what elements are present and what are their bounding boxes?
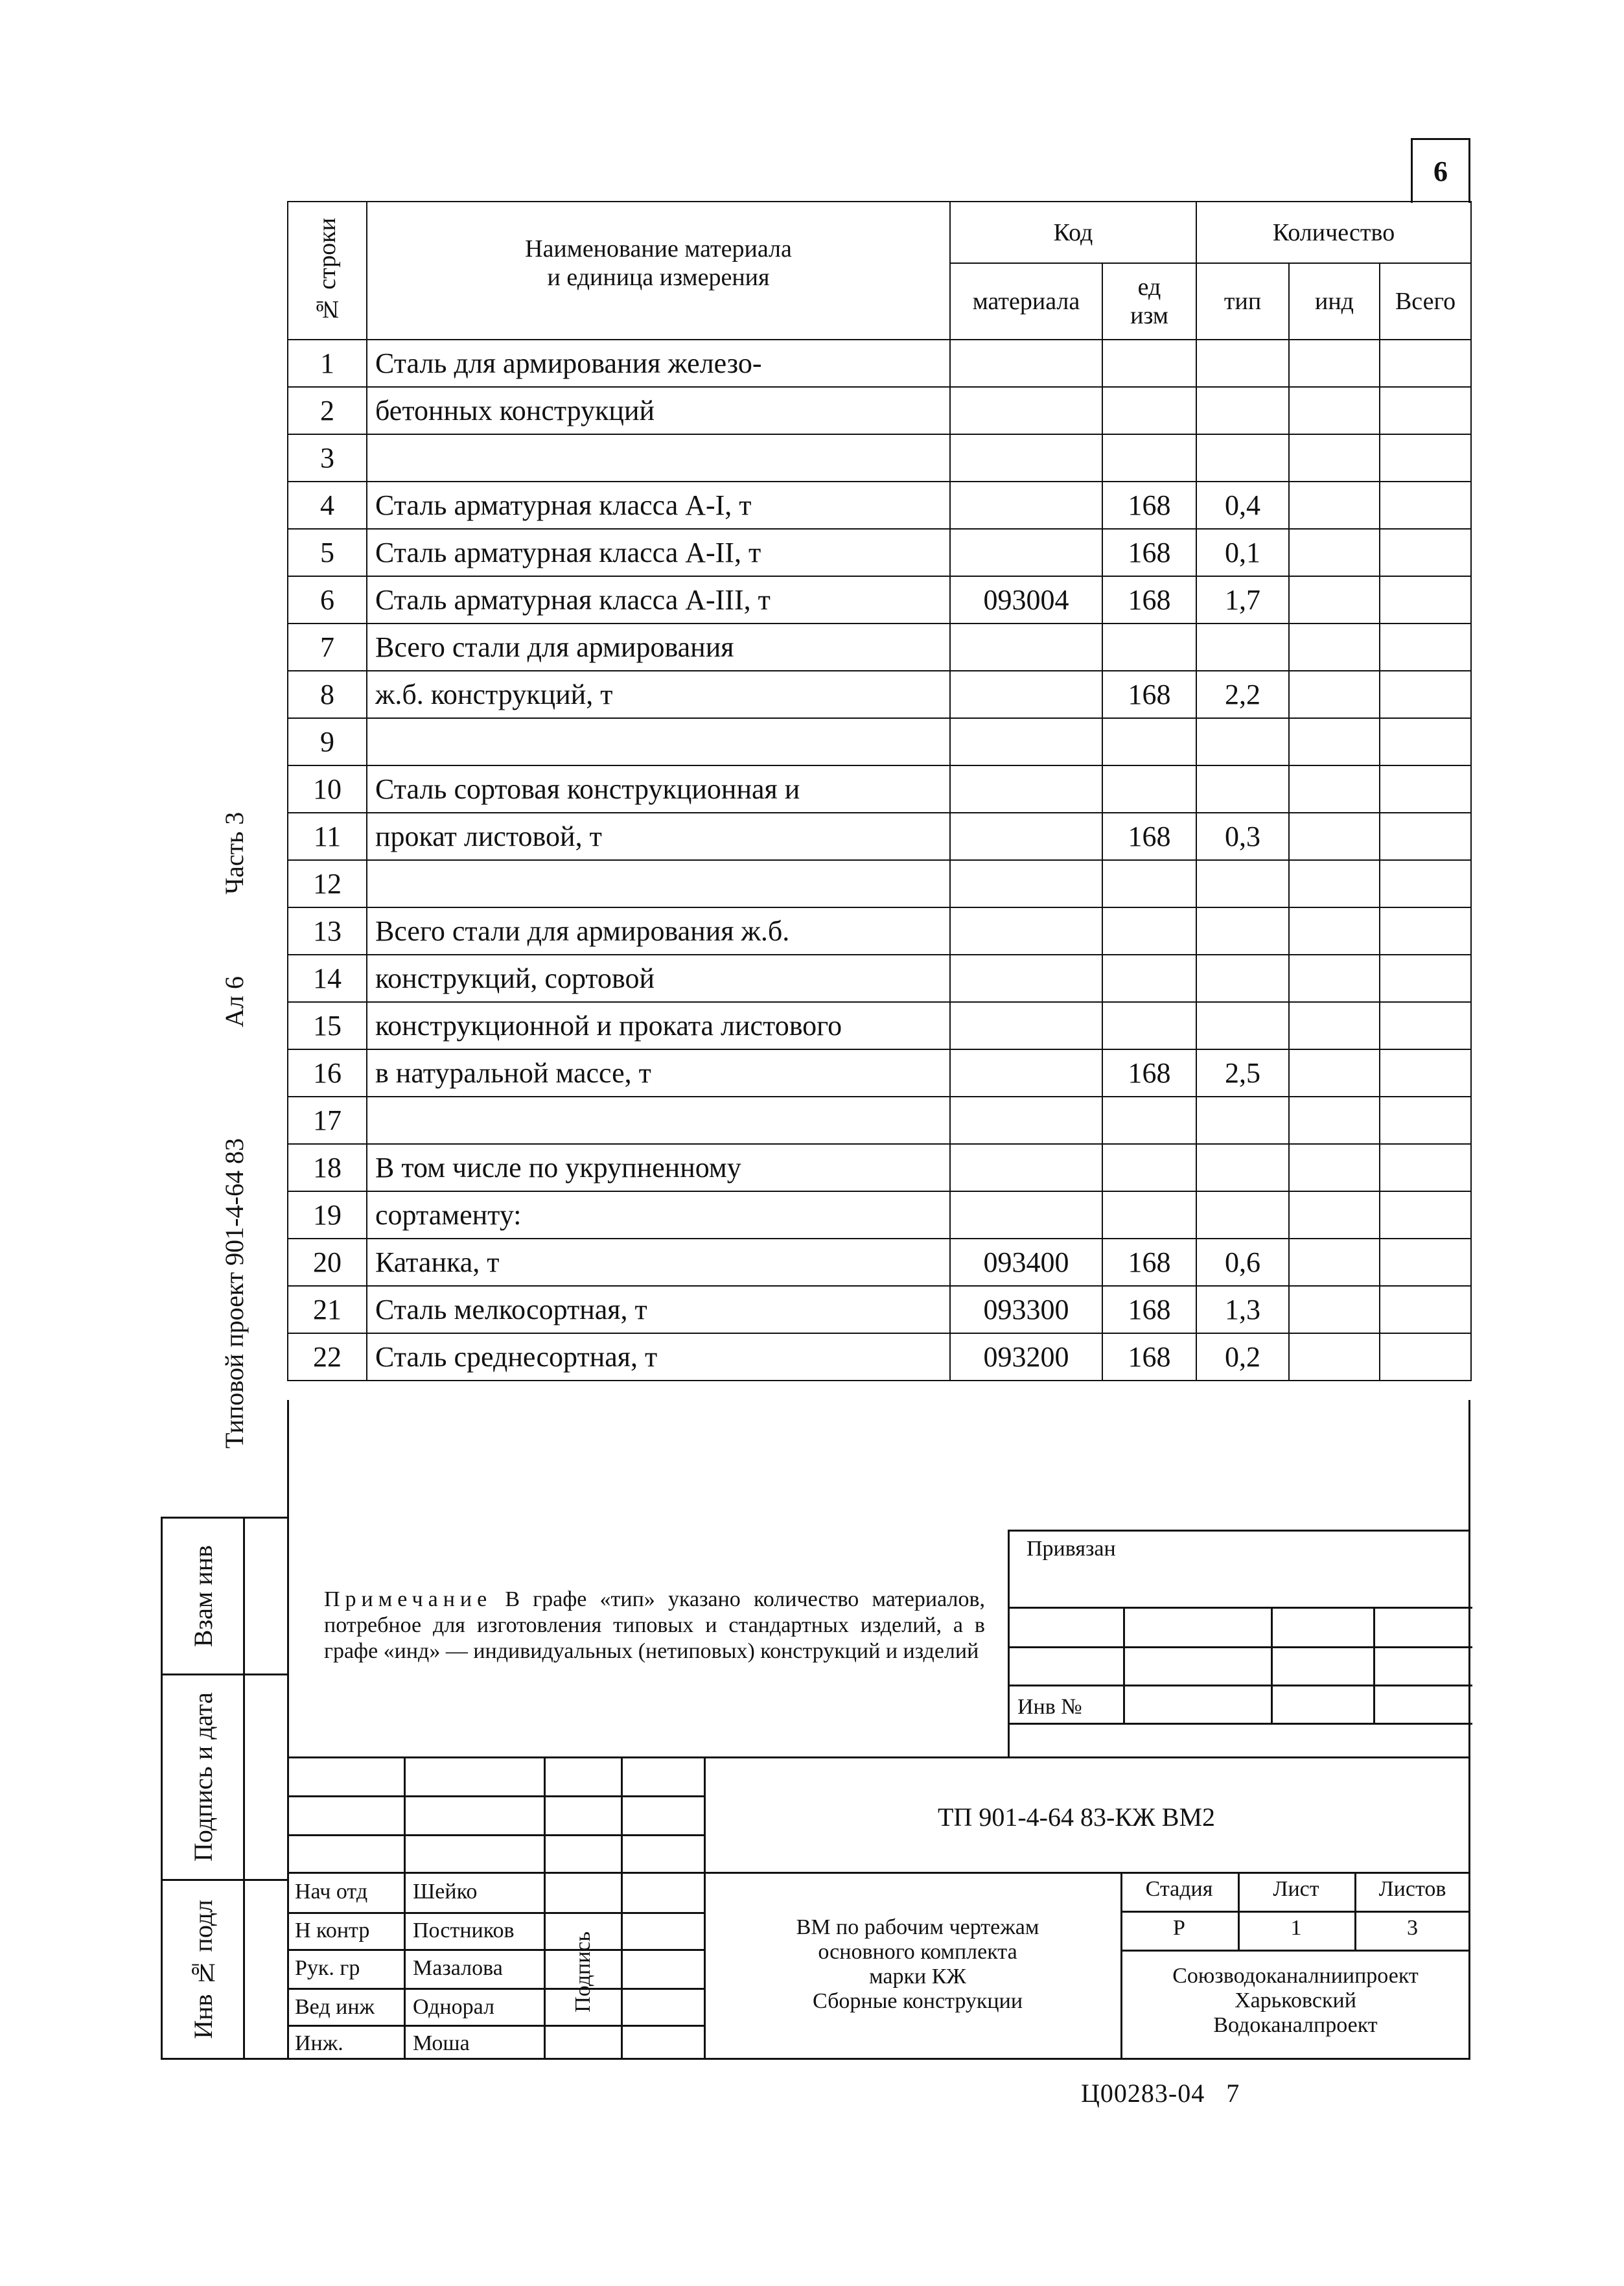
binding-inv-no: Инв №: [1017, 1695, 1082, 1719]
row-unit: [1102, 340, 1196, 387]
row-number: 1: [288, 340, 367, 387]
row-unit: [1102, 718, 1196, 765]
row-code: 093300: [950, 1286, 1102, 1333]
row-code: [950, 529, 1102, 576]
footer: [1081, 2078, 1240, 2108]
row-code: [950, 1144, 1102, 1191]
left-stamp: [161, 1517, 287, 2060]
row-typ: [1196, 718, 1289, 765]
row-code: [950, 765, 1102, 813]
row-unit: 168: [1102, 671, 1196, 718]
row-ind: [1289, 624, 1380, 671]
description-line3: марки КЖ: [869, 1965, 966, 1989]
stage-value: Р: [1173, 1916, 1185, 1940]
row-number: 6: [288, 576, 367, 624]
table-body: [288, 340, 1471, 1381]
row-ind: [1289, 718, 1380, 765]
row-ind: [1289, 1286, 1380, 1333]
row-total: [1380, 765, 1471, 813]
materials-table: [287, 201, 1472, 1381]
left-stamp-inv-label: Инв № подл: [188, 1900, 218, 2039]
row-total: [1380, 907, 1471, 955]
header-code-unit-line1: ед: [1137, 274, 1161, 301]
row-number: 22: [288, 1333, 367, 1381]
table-row: [288, 576, 1471, 624]
table-row: [288, 955, 1471, 1002]
table-row: [288, 1333, 1471, 1381]
row-number: 3: [288, 434, 367, 482]
organization-line1: Союзводоканалниипроект: [1172, 1964, 1419, 1988]
row-code: [950, 718, 1102, 765]
row-number: 7: [288, 624, 367, 671]
organization-line3: Водоканалпроект: [1213, 2013, 1378, 2037]
row-total: [1380, 340, 1471, 387]
row-number: 19: [288, 1191, 367, 1239]
row-number: 16: [288, 1049, 367, 1097]
row-typ: 0,3: [1196, 813, 1289, 860]
row-ind: [1289, 434, 1380, 482]
row-ind: [1289, 955, 1380, 1002]
left-stamp-vzam: [161, 1517, 245, 1675]
row-ind: [1289, 765, 1380, 813]
row-typ: 0,2: [1196, 1333, 1289, 1381]
row-ind: [1289, 1144, 1380, 1191]
row-unit: 168: [1102, 576, 1196, 624]
row-unit: 168: [1102, 813, 1196, 860]
row-typ: 0,6: [1196, 1239, 1289, 1286]
role-label: Н контр: [295, 1919, 370, 1942]
sheets-label: Листов: [1378, 1877, 1446, 1901]
row-code: [950, 482, 1102, 529]
row-ind: [1289, 1191, 1380, 1239]
row-unit: 168: [1102, 1049, 1196, 1097]
row-ind: [1289, 671, 1380, 718]
row-total: [1380, 1144, 1471, 1191]
left-stamp-vzam-value: [243, 1517, 287, 1675]
left-stamp-inv-value: [243, 1879, 287, 2060]
row-code: [950, 860, 1102, 907]
row-unit: [1102, 1191, 1196, 1239]
row-total: [1380, 813, 1471, 860]
row-unit: 168: [1102, 1333, 1196, 1381]
table-row: [288, 1144, 1471, 1191]
sheet-label: Лист: [1273, 1877, 1319, 1901]
role-label: Вед инж: [295, 1995, 375, 2019]
row-typ: [1196, 1002, 1289, 1049]
row-unit: [1102, 860, 1196, 907]
row-name: Сталь арматурная класса А-III, т: [367, 576, 950, 624]
role-name: Мазалова: [413, 1956, 503, 1980]
row-code: [950, 387, 1102, 434]
row-typ: 2,2: [1196, 671, 1289, 718]
header-name-line1: Наименование материала: [525, 235, 792, 262]
table-row: [288, 482, 1471, 529]
description-line2: основного комплекта: [818, 1940, 1017, 1964]
row-number: 18: [288, 1144, 367, 1191]
row-name: бетонных конструкций: [367, 387, 950, 434]
row-number: 14: [288, 955, 367, 1002]
row-typ: [1196, 387, 1289, 434]
table-row: [288, 434, 1471, 482]
row-name: Сталь для армирования железо-: [367, 340, 950, 387]
row-number: 17: [288, 1097, 367, 1144]
row-number: 5: [288, 529, 367, 576]
row-number: 9: [288, 718, 367, 765]
role-name: Однорал: [413, 1995, 494, 2019]
row-typ: [1196, 907, 1289, 955]
table-row: [288, 907, 1471, 955]
row-code: [950, 434, 1102, 482]
row-ind: [1289, 340, 1380, 387]
row-code: [950, 1191, 1102, 1239]
header-code: Код: [950, 202, 1196, 263]
row-unit: [1102, 1002, 1196, 1049]
row-code: 093004: [950, 576, 1102, 624]
header-code-unit: [1102, 263, 1196, 340]
row-name: Сталь арматурная класса А-II, т: [367, 529, 950, 576]
row-name: ж.б. конструкций, т: [367, 671, 950, 718]
row-ind: [1289, 1239, 1380, 1286]
role-label: Нач отд: [295, 1880, 368, 1904]
row-number: 2: [288, 387, 367, 434]
row-ind: [1289, 907, 1380, 955]
table-row: [288, 1049, 1471, 1097]
row-number: 8: [288, 671, 367, 718]
organization: [1120, 1964, 1470, 2038]
organization-line2: Харьковский: [1235, 1989, 1356, 2012]
row-typ: [1196, 1191, 1289, 1239]
row-typ: [1196, 1097, 1289, 1144]
row-typ: [1196, 434, 1289, 482]
left-stamp-vzam-label: Взам инв: [188, 1545, 218, 1648]
row-unit: [1102, 387, 1196, 434]
table-row: [288, 1286, 1471, 1333]
binding-block: [1008, 1530, 1470, 1756]
row-code: [950, 624, 1102, 671]
table-row: [288, 387, 1471, 434]
row-typ: 0,1: [1196, 529, 1289, 576]
sheet-value: 1: [1290, 1916, 1302, 1940]
header-row-number-label: № строки: [314, 218, 341, 323]
row-total: [1380, 1191, 1471, 1239]
row-ind: [1289, 576, 1380, 624]
row-name: [367, 434, 950, 482]
role-name: Постников: [413, 1919, 515, 1942]
row-total: [1380, 1286, 1471, 1333]
note-label: Примечание: [324, 1587, 493, 1611]
row-number: 10: [288, 765, 367, 813]
row-code: 093200: [950, 1333, 1102, 1381]
margin-part: Часть 3: [220, 811, 249, 894]
row-number: 13: [288, 907, 367, 955]
row-number: 11: [288, 813, 367, 860]
stage-label: Стадия: [1145, 1877, 1213, 1901]
row-name: Всего стали для армирования: [367, 624, 950, 671]
table-row: [288, 529, 1471, 576]
header-code-unit-line2: изм: [1130, 302, 1168, 329]
margin-project: Типовой проект 901-4-64 83: [220, 1138, 249, 1449]
row-unit: [1102, 1144, 1196, 1191]
row-typ: 2,5: [1196, 1049, 1289, 1097]
note-text: В графе «тип» указано количество материалов, потребное для изготовления типовых и стандартных изделий, а в графе «инд» — индивидуальных (нетиповых) конструкций и изделий: [324, 1587, 986, 1663]
page-number: 6: [1411, 138, 1470, 203]
left-stamp-podpis-value: [243, 1674, 287, 1881]
row-total: [1380, 860, 1471, 907]
row-unit: [1102, 907, 1196, 955]
title-block: [287, 1756, 1470, 2060]
description: [704, 1915, 1131, 2014]
row-name: Всего стали для армирования ж.б.: [367, 907, 950, 955]
header-code-material: материала: [950, 263, 1102, 340]
row-total: [1380, 387, 1471, 434]
table-row: [288, 1191, 1471, 1239]
row-unit: [1102, 434, 1196, 482]
row-typ: 1,7: [1196, 576, 1289, 624]
row-total: [1380, 482, 1471, 529]
role-name: Моша: [413, 2031, 470, 2055]
left-stamp-podpis-label: Подпись и дата: [188, 1692, 218, 1862]
header-name-line2: и единица измерения: [547, 264, 770, 291]
header-quantity: Количество: [1196, 202, 1471, 263]
header-name: [367, 202, 950, 340]
sheets-value: 3: [1407, 1916, 1418, 1940]
note: [324, 1587, 985, 1664]
row-typ: [1196, 1144, 1289, 1191]
row-total: [1380, 1002, 1471, 1049]
table-row: [288, 1002, 1471, 1049]
row-unit: 168: [1102, 529, 1196, 576]
row-unit: [1102, 624, 1196, 671]
header-row-number: [288, 202, 367, 340]
doc-code: ТП 901-4-64 83-КЖ ВМ2: [938, 1802, 1216, 1832]
binding-privyazan: Привязан: [1027, 1537, 1116, 1561]
left-stamp-podpis: [161, 1674, 245, 1881]
row-code: 093400: [950, 1239, 1102, 1286]
table-row: [288, 1097, 1471, 1144]
row-total: [1380, 624, 1471, 671]
row-ind: [1289, 1097, 1380, 1144]
row-unit: 168: [1102, 1286, 1196, 1333]
table-row: [288, 860, 1471, 907]
description-line4: Сборные конструкции: [812, 1989, 1023, 2013]
row-name: прокат листовой, т: [367, 813, 950, 860]
row-total: [1380, 1333, 1471, 1381]
role-label: Рук. гр: [295, 1956, 360, 1980]
row-ind: [1289, 529, 1380, 576]
row-typ: [1196, 860, 1289, 907]
table-row: [288, 624, 1471, 671]
row-name: конструкционной и проката листового: [367, 1002, 950, 1049]
row-ind: [1289, 1049, 1380, 1097]
header-qty-typ: тип: [1196, 263, 1289, 340]
row-ind: [1289, 482, 1380, 529]
row-typ: [1196, 955, 1289, 1002]
row-number: 15: [288, 1002, 367, 1049]
row-code: [950, 907, 1102, 955]
row-typ: 0,4: [1196, 482, 1289, 529]
row-number: 20: [288, 1239, 367, 1286]
row-number: 21: [288, 1286, 367, 1333]
table-row: [288, 671, 1471, 718]
row-ind: [1289, 387, 1380, 434]
row-total: [1380, 1097, 1471, 1144]
table-row: [288, 718, 1471, 765]
row-name: [367, 1097, 950, 1144]
row-code: [950, 813, 1102, 860]
footer-code: Ц00283-04: [1081, 2079, 1205, 2108]
row-name: В том числе по укрупненному: [367, 1144, 950, 1191]
row-unit: [1102, 955, 1196, 1002]
row-total: [1380, 434, 1471, 482]
row-code: [950, 671, 1102, 718]
row-name: сортаменту:: [367, 1191, 950, 1239]
margin-album: Ал 6: [220, 976, 249, 1027]
row-ind: [1289, 860, 1380, 907]
row-name: Сталь среднесортная, т: [367, 1333, 950, 1381]
row-unit: [1102, 1097, 1196, 1144]
row-code: [950, 340, 1102, 387]
signature-label: Подпись: [571, 1931, 595, 2012]
row-code: [950, 955, 1102, 1002]
row-name: Сталь арматурная класса А-I, т: [367, 482, 950, 529]
row-total: [1380, 955, 1471, 1002]
row-name: [367, 718, 950, 765]
row-total: [1380, 718, 1471, 765]
table-row: [288, 765, 1471, 813]
left-stamp-inv: [161, 1879, 245, 2060]
footer-page: 7: [1226, 2079, 1240, 2108]
row-code: [950, 1097, 1102, 1144]
row-total: [1380, 1049, 1471, 1097]
row-name: Сталь сортовая конструкционная и: [367, 765, 950, 813]
row-code: [950, 1049, 1102, 1097]
row-total: [1380, 576, 1471, 624]
row-name: Сталь мелкосортная, т: [367, 1286, 950, 1333]
row-ind: [1289, 813, 1380, 860]
row-unit: 168: [1102, 1239, 1196, 1286]
row-typ: 1,3: [1196, 1286, 1289, 1333]
row-name: [367, 860, 950, 907]
row-ind: [1289, 1002, 1380, 1049]
row-name: в натуральной массе, т: [367, 1049, 950, 1097]
row-number: 12: [288, 860, 367, 907]
row-typ: [1196, 765, 1289, 813]
header-qty-ind: инд: [1289, 263, 1380, 340]
row-ind: [1289, 1333, 1380, 1381]
table-row: [288, 813, 1471, 860]
row-unit: [1102, 765, 1196, 813]
row-name: Катанка, т: [367, 1239, 950, 1286]
role-name: Шейко: [413, 1880, 478, 1904]
row-code: [950, 1002, 1102, 1049]
row-name: конструкций, сортовой: [367, 955, 950, 1002]
row-number: 4: [288, 482, 367, 529]
row-total: [1380, 1239, 1471, 1286]
header-qty-total: Всего: [1380, 263, 1471, 340]
table-row: [288, 1239, 1471, 1286]
row-typ: [1196, 340, 1289, 387]
row-typ: [1196, 624, 1289, 671]
table-row: [288, 340, 1471, 387]
role-label: Инж.: [295, 2031, 343, 2055]
description-line1: ВМ по рабочим чертежам: [796, 1915, 1039, 1939]
row-unit: 168: [1102, 482, 1196, 529]
row-total: [1380, 671, 1471, 718]
row-total: [1380, 529, 1471, 576]
